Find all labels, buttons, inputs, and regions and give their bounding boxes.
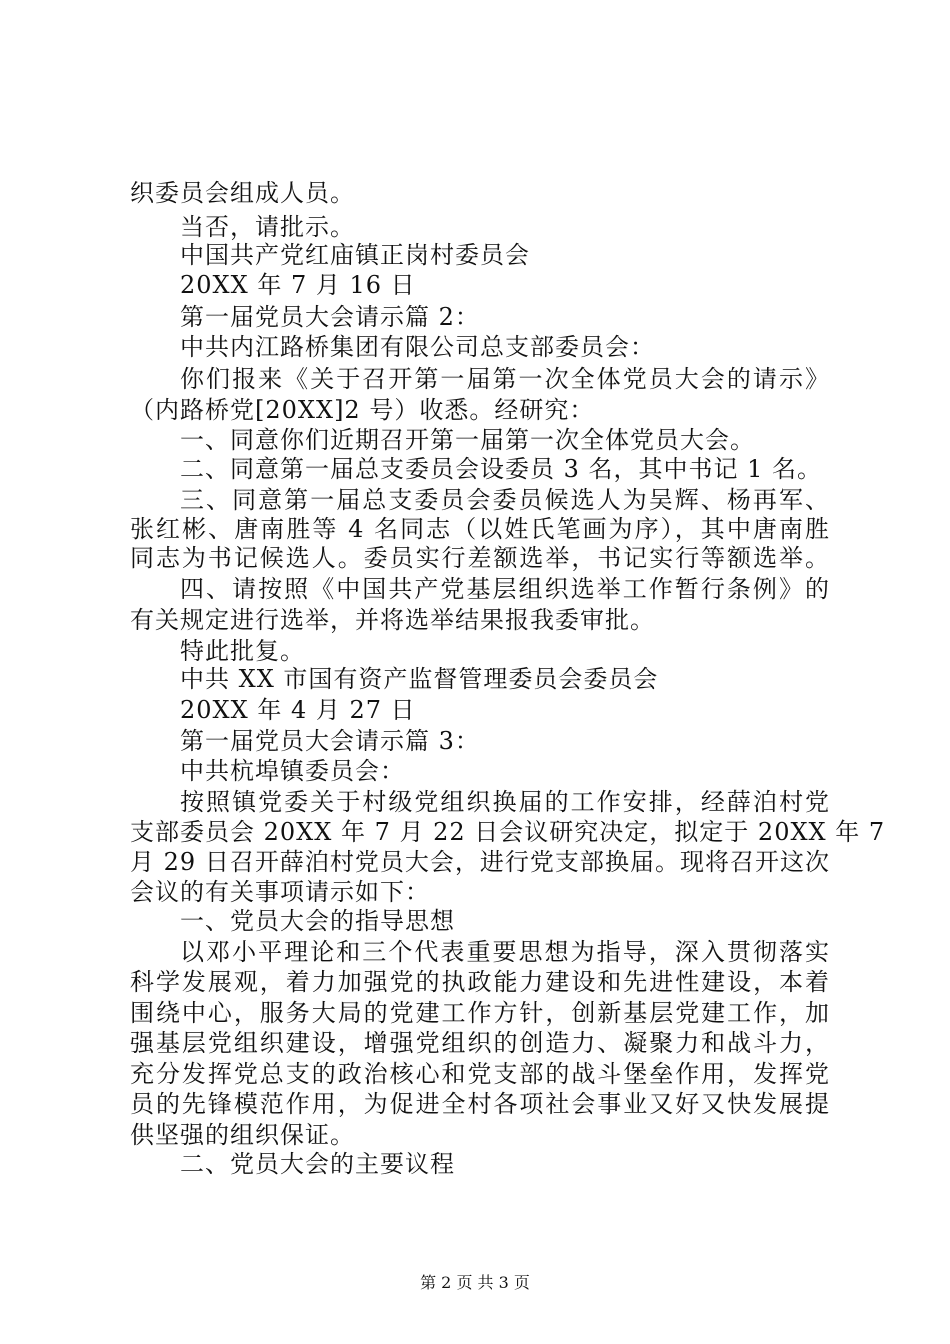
page-footer: 第 2 页 共 3 页: [420, 1273, 530, 1292]
text-line: 织委员会组成人员。: [130, 179, 355, 207]
subheading: 二、党员大会的主要议程: [180, 1150, 455, 1178]
text-line: 三、同意第一届总支委员会委员候选人为吴辉、杨再军、: [180, 486, 830, 514]
text-line: 二、同意第一届总支委员会设委员 3 名，其中书记 1 名。: [180, 455, 823, 483]
text-line: （内路桥党[20XX]2 号）收悉。经研究：: [130, 396, 595, 424]
section-heading: 第一届党员大会请示篇 2：: [180, 303, 480, 331]
text-line: 围绕中心，服务大局的党建工作方针，创新基层党建工作，加: [130, 999, 830, 1027]
text-line: 张红彬、唐南胜等 4 名同志（以姓氏笔画为序），其中唐南胜: [130, 515, 830, 543]
text-line: 同志为书记候选人。委员实行差额选举，书记实行等额选举。: [130, 544, 830, 572]
text-line: 科学发展观，着力加强党的执政能力建设和先进性建设，本着: [130, 968, 830, 996]
text-line: 会议的有关事项请示如下：: [130, 878, 430, 906]
text-line: 中国共产党红庙镇正岗村委员会: [180, 241, 530, 269]
text-line: 当否，请批示。: [180, 213, 355, 241]
text-line: 充分发挥党总支的政治核心和党支部的战斗堡垒作用，发挥党: [130, 1060, 830, 1088]
text-line: 有关规定进行选举，并将选举结果报我委审批。: [130, 606, 655, 634]
text-line: 支部委员会 20XX 年 7 月 22 日会议研究决定，拟定于 20XX 年 7: [130, 818, 886, 846]
addressee: 中共内江路桥集团有限公司总支部委员会：: [180, 333, 655, 361]
text-line: 特此批复。: [180, 637, 305, 665]
text-line: 四、请按照《中国共产党基层组织选举工作暂行条例》的: [180, 575, 830, 603]
text-line: 中共 XX 市国有资产监督管理委员会委员会: [180, 665, 659, 693]
text-line: 供坚强的组织保证。: [130, 1121, 355, 1149]
text-line: 一、同意你们近期召开第一届第一次全体党员大会。: [180, 426, 755, 454]
text-line: 你们报来《关于召开第一届第一次全体党员大会的请示》: [180, 365, 830, 393]
text-line: 强基层党组织建设，增强党组织的创造力、凝聚力和战斗力，: [130, 1029, 830, 1057]
date-line: 20XX 年 7 月 16 日: [180, 271, 416, 299]
text-line: 按照镇党委关于村级党组织换届的工作安排，经薛泊村党: [180, 788, 830, 816]
text-line: 以邓小平理论和三个代表重要思想为指导，深入贯彻落实: [180, 938, 830, 966]
text-line: 月 29 日召开薛泊村党员大会，进行党支部换届。现将召开这次: [130, 848, 830, 876]
subheading: 一、党员大会的指导思想: [180, 907, 455, 935]
addressee: 中共杭埠镇委员会：: [180, 757, 405, 785]
section-heading: 第一届党员大会请示篇 3：: [180, 727, 480, 755]
text-line: 员的先锋模范作用，为促进全村各项社会事业又好又快发展提: [130, 1090, 830, 1118]
date-line: 20XX 年 4 月 27 日: [180, 696, 416, 724]
